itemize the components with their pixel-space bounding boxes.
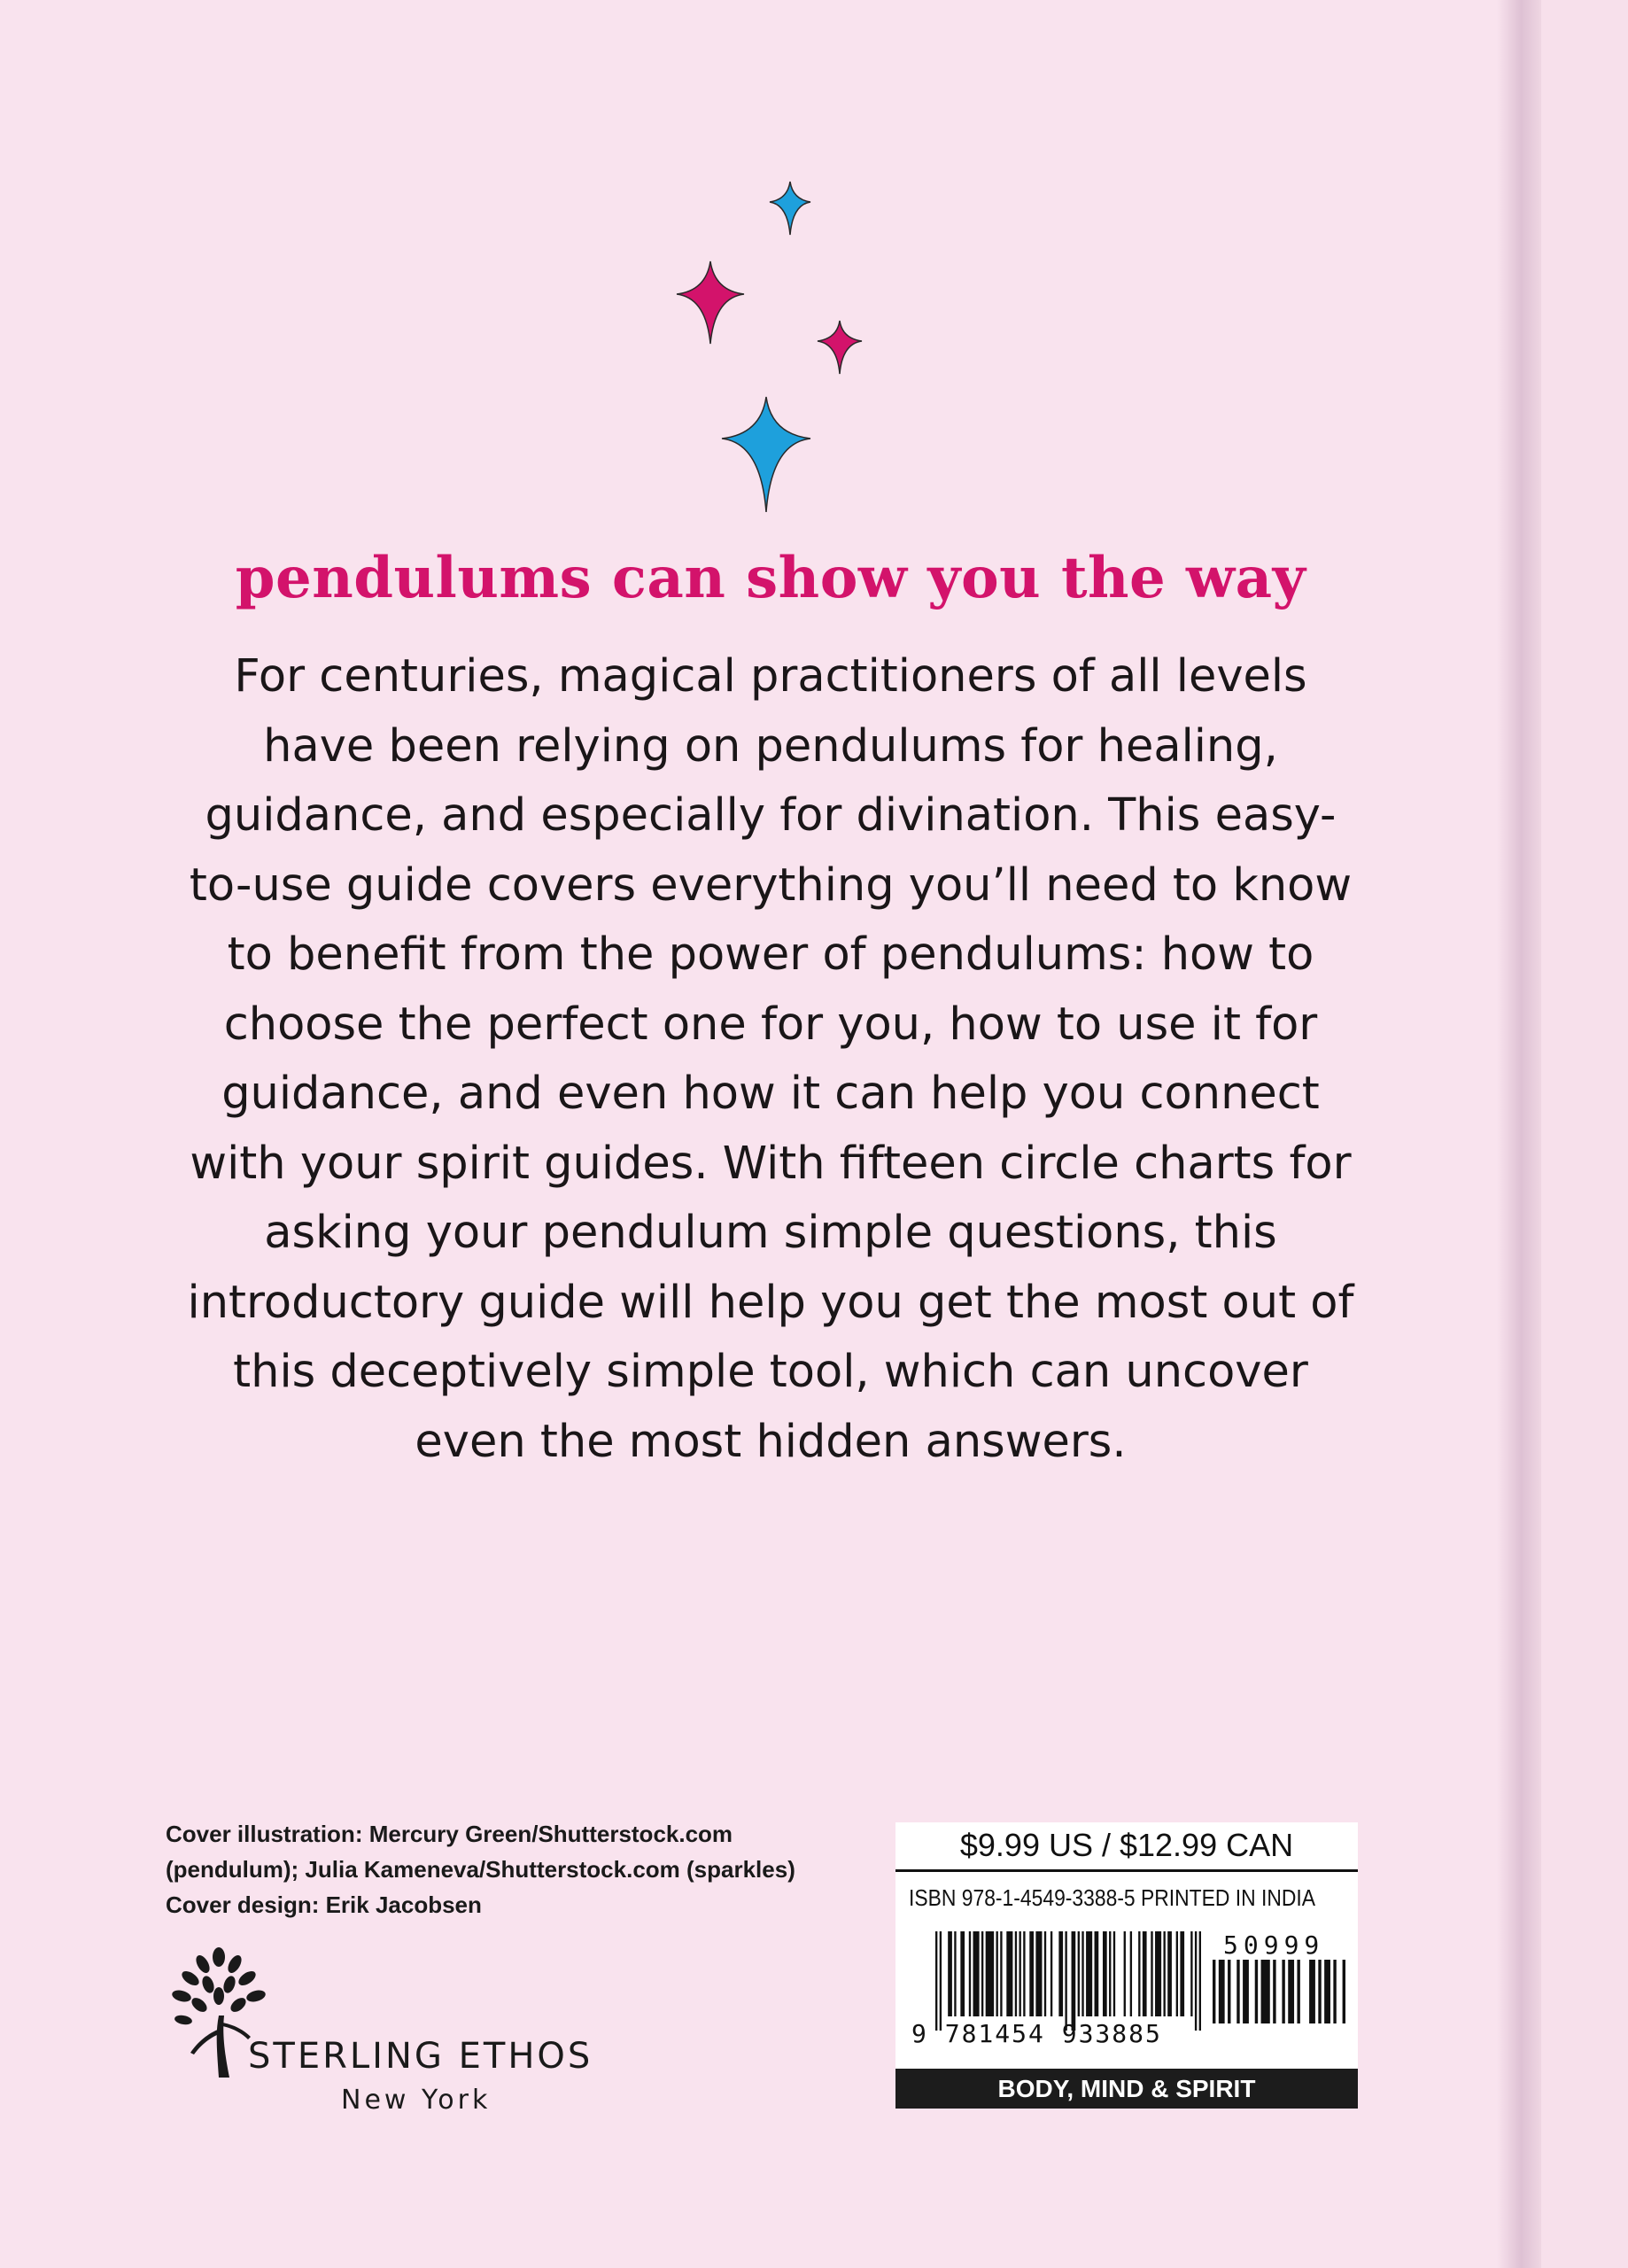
barcode-bar (1195, 1931, 1197, 2031)
publisher-name: STERLING ETHOS (248, 2036, 593, 2077)
barcode-bar (1078, 1931, 1080, 2016)
publisher-city: New York (341, 2085, 492, 2116)
barcode-bar (1035, 1931, 1042, 2016)
sparkles-illustration (655, 168, 868, 523)
barcode-bar (1095, 1931, 1099, 2016)
price-divider (895, 1869, 1358, 1872)
barcode-bar (1273, 1960, 1275, 2023)
barcode-bar (1297, 1960, 1299, 2023)
barcode-bar (960, 1931, 965, 2016)
barcode-bar (1180, 1931, 1184, 2016)
barcode-bar (1309, 1960, 1315, 2023)
barcode-bar (1151, 1931, 1152, 2016)
price-label: $9.99 US / $12.99 CAN (959, 1827, 1294, 1863)
barcode-bar (969, 1931, 971, 2016)
barcode-bar (1213, 1960, 1215, 2023)
credits-line-illustration: Cover illustration: Mercury Green/Shutterstock.com (166, 1821, 733, 1847)
barcode-bar (1050, 1931, 1052, 2016)
barcode-bar (986, 1931, 994, 2016)
barcode-bar (1015, 1931, 1017, 2016)
back-cover-headline: pendulums can show you the way (235, 545, 1306, 611)
back-cover-blurb: For centuries, magical practitioners of all levels have been relying on pendulums for healing, guidance, and especially for divination. This easy-to-use guide covers everything you’ll need to know to benefit from the power of pendulums: how to choose the perfect one for you, how to use it for guidance, and even how it can help you connect with your spirit guides. With fifteen circle charts for asking your pendulum simple questions, this introductory guide will help you get the most out of this deceptively simple tool, which can uncover even the most hidden answers. (187, 650, 1354, 1468)
barcode-bar (1086, 1931, 1092, 2016)
barcode-bar (1190, 1931, 1192, 2016)
isbn-label: ISBN 978-1-4549-3388-5 PRINTED IN INDIA (909, 1884, 1316, 1911)
credits-line-sources: (pendulum); Julia Kameneva/Shutterstock.com (sparkles) (166, 1856, 795, 1883)
barcode-bar (973, 1931, 980, 2016)
barcode-bar (981, 1931, 983, 2016)
barcode-bar (1103, 1931, 1107, 2016)
publisher-logo (164, 1945, 624, 2122)
category-label: BODY, MIND & SPIRIT (895, 2069, 1358, 2109)
sparkle-pink-large-icon (677, 261, 744, 344)
barcode-bar (1255, 1960, 1258, 2023)
barcode-bar (1113, 1931, 1115, 2016)
barcode-bar (1333, 1960, 1336, 2023)
barcode-bar (1058, 1931, 1063, 2016)
barcode-bar (1282, 1960, 1284, 2023)
barcode-bar (1072, 1931, 1076, 2031)
barcode-bar (1219, 1960, 1225, 2023)
sparkle-blue-large-icon (722, 397, 810, 512)
barcode-bar (1176, 1931, 1178, 2016)
barcode-bar (1237, 1960, 1239, 2023)
supplement-digits: 50999 (1223, 1930, 1325, 1960)
cover-credits (166, 1816, 892, 1922)
barcode-bar (1065, 1931, 1066, 2031)
isbn-barcode (935, 1931, 1201, 2033)
barcode-bar (1006, 1931, 1012, 2016)
barcode-bar (1228, 1960, 1230, 2023)
barcode-bar (1023, 1931, 1025, 2016)
spine-shadow (1497, 0, 1541, 2268)
barcode-bar (948, 1931, 952, 2016)
sparkle-pink-small-icon (818, 321, 862, 374)
barcode-panel (895, 1822, 1358, 2109)
barcode-bar (1143, 1931, 1147, 2016)
barcode-bar (935, 1931, 937, 2031)
barcode-bar (1130, 1931, 1132, 2016)
isbn-digits: 9 781454 933885 (911, 2019, 1162, 2048)
barcode-bar (1000, 1931, 1002, 2016)
barcode-bar (1324, 1960, 1330, 2023)
barcode-bar (1019, 1931, 1020, 2016)
barcode-bar (1109, 1931, 1111, 2016)
barcode-bar (1318, 1960, 1321, 2023)
barcode-bar (1124, 1931, 1126, 2016)
credits-line-design: Cover design: Erik Jacobsen (166, 1891, 482, 1918)
barcode-bar (1199, 1931, 1201, 2031)
barcode-bar (1343, 1960, 1345, 2023)
barcode-bar (954, 1931, 956, 2016)
barcode-bar (1167, 1931, 1172, 2016)
barcode-bar (1044, 1931, 1046, 2016)
barcode-bar (996, 1931, 998, 2016)
barcode-bar (1288, 1960, 1294, 2023)
barcode-bar (1163, 1931, 1165, 2016)
barcode-bar (1081, 1931, 1083, 2016)
barcode-bar (1243, 1960, 1249, 2023)
spine-edge (1541, 0, 1628, 2268)
barcode-bar (1261, 1960, 1270, 2023)
barcode-bar (940, 1931, 942, 2031)
barcode-bar (1155, 1931, 1161, 2016)
supplement-barcode (1213, 1960, 1345, 2031)
barcode-bar (1138, 1931, 1140, 2016)
sparkle-blue-small-icon (770, 182, 810, 235)
barcode-bar (1029, 1931, 1034, 2016)
